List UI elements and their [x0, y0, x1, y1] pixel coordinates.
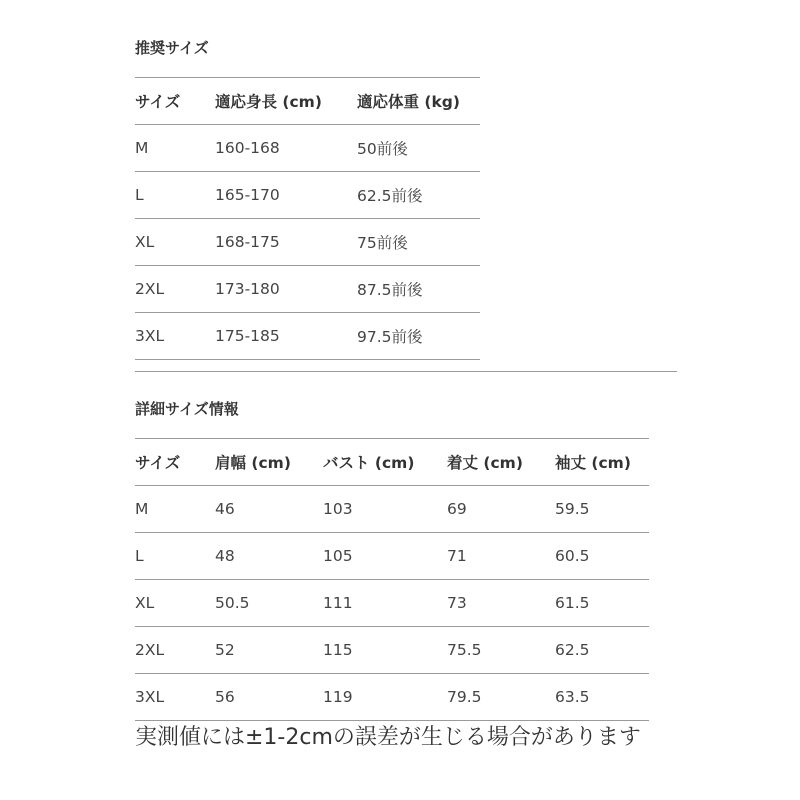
height-cell: 165-170 [215, 172, 357, 219]
recommended-size-table [135, 77, 480, 360]
weight-cell: 75前後 [357, 219, 480, 266]
column-header-weight: 適応体重 (kg) [357, 78, 480, 125]
weight-cell: 87.5前後 [357, 266, 480, 313]
size-cell: XL [135, 580, 215, 627]
bust-cell: 115 [323, 627, 447, 674]
size-cell: 3XL [135, 674, 215, 721]
weight-cell: 97.5前後 [357, 313, 480, 360]
size-cell: M [135, 125, 215, 172]
height-cell: 168-175 [215, 219, 357, 266]
table-row [135, 533, 649, 580]
table-row [135, 486, 649, 533]
height-cell: 175-185 [215, 313, 357, 360]
table-header-row [135, 439, 649, 486]
shoulder-cell: 50.5 [215, 580, 323, 627]
size-cell: L [135, 172, 215, 219]
height-cell: 173-180 [215, 266, 357, 313]
length-cell: 75.5 [447, 627, 555, 674]
size-cell: L [135, 533, 215, 580]
bust-cell: 111 [323, 580, 447, 627]
column-header-size: サイズ [135, 78, 215, 125]
table-row [135, 313, 480, 360]
bust-cell: 119 [323, 674, 447, 721]
column-header-height: 適応身長 (cm) [215, 78, 357, 125]
detailed-size-title: 詳細サイズ情報 [135, 400, 239, 418]
column-header-length: 着丈 (cm) [447, 439, 555, 486]
sleeve-cell: 63.5 [555, 674, 649, 721]
size-cell: 3XL [135, 313, 215, 360]
shoulder-cell: 52 [215, 627, 323, 674]
sleeve-cell: 62.5 [555, 627, 649, 674]
shoulder-cell: 46 [215, 486, 323, 533]
shoulder-cell: 48 [215, 533, 323, 580]
table-row [135, 627, 649, 674]
weight-cell: 62.5前後 [357, 172, 480, 219]
recommended-size-title: 推奨サイズ [135, 39, 209, 57]
sleeve-cell: 60.5 [555, 533, 649, 580]
bust-cell: 105 [323, 533, 447, 580]
shoulder-cell: 56 [215, 674, 323, 721]
size-cell: M [135, 486, 215, 533]
detailed-size-table [135, 438, 649, 721]
measurement-note: 実測値には±1-2cmの誤差が生じる場合があります [135, 725, 641, 750]
column-header-shoulder: 肩幅 (cm) [215, 439, 323, 486]
table-row [135, 172, 480, 219]
length-cell: 73 [447, 580, 555, 627]
table-row [135, 125, 480, 172]
sleeve-cell: 59.5 [555, 486, 649, 533]
sleeve-cell: 61.5 [555, 580, 649, 627]
weight-cell: 50前後 [357, 125, 480, 172]
column-header-bust: バスト (cm) [323, 439, 447, 486]
table-header-row [135, 78, 480, 125]
size-cell: 2XL [135, 266, 215, 313]
height-cell: 160-168 [215, 125, 357, 172]
bust-cell: 103 [323, 486, 447, 533]
table-row [135, 580, 649, 627]
table-row [135, 266, 480, 313]
section-divider [135, 371, 677, 372]
column-header-size: サイズ [135, 439, 215, 486]
column-header-sleeve: 袖丈 (cm) [555, 439, 649, 486]
size-cell: 2XL [135, 627, 215, 674]
size-cell: XL [135, 219, 215, 266]
length-cell: 79.5 [447, 674, 555, 721]
table-row [135, 219, 480, 266]
table-row [135, 674, 649, 721]
length-cell: 71 [447, 533, 555, 580]
length-cell: 69 [447, 486, 555, 533]
